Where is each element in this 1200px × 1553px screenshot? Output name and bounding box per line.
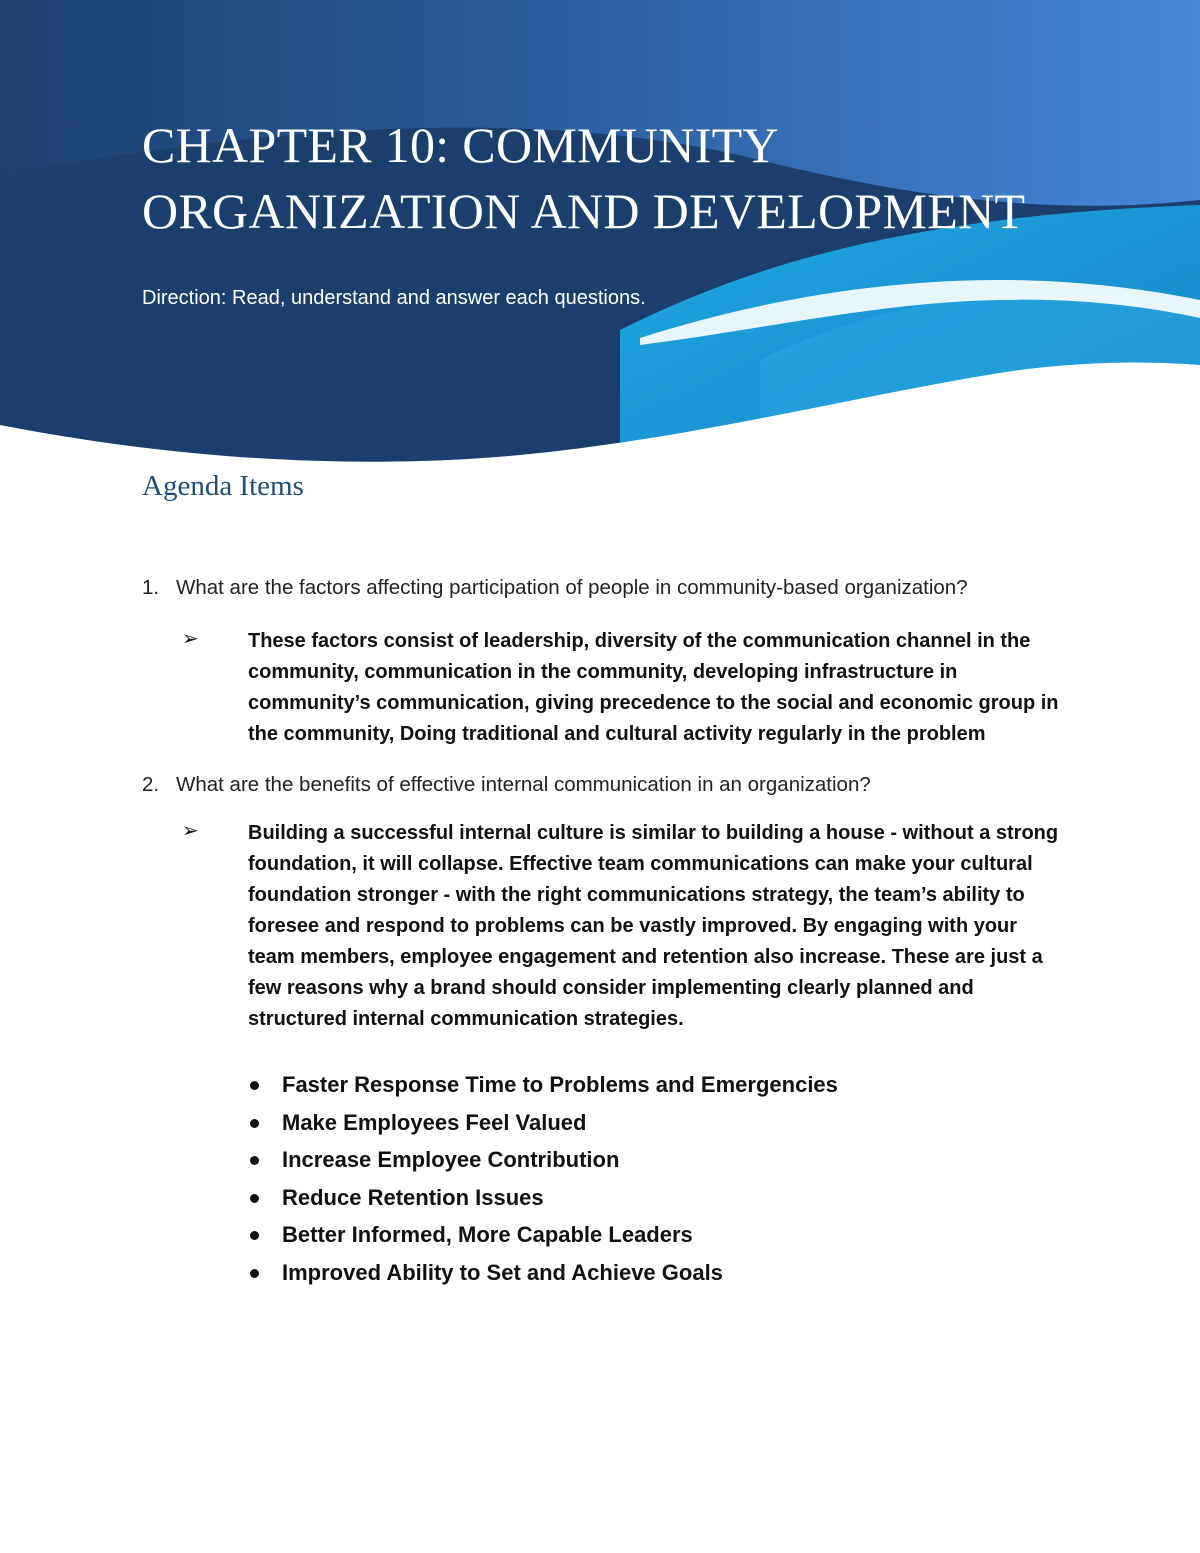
bullet-dot-icon — [250, 1119, 259, 1128]
answer-1 — [182, 626, 1082, 750]
document-title — [142, 112, 1142, 244]
benefit-text: Reduce Retention Issues — [282, 1184, 544, 1210]
answer-line: These factors consist of leadership, diversity of the communication channel in the — [248, 630, 1031, 652]
answer-line: foundation stronger - with the right communications strategy, the team’s ability to — [248, 884, 1025, 906]
list-item — [246, 1104, 838, 1142]
answer-line: team members, employee engagement and retention also increase. These are just a — [248, 946, 1043, 968]
question-2 — [142, 773, 871, 797]
answer-line: Building a successful internal culture is similar to building a house - without a strong — [248, 822, 1059, 844]
question-number: 1. — [142, 576, 160, 599]
answer-line: community’s communication, giving precedence to the social and economic group in — [248, 692, 1059, 714]
answer-line: foresee and respond to problems can be vastly improved. By engaging with your — [248, 915, 1018, 937]
list-item — [246, 1179, 838, 1217]
bullet-dot-icon — [250, 1269, 259, 1278]
bullet-dot-icon — [250, 1156, 259, 1165]
answer-line: the community, Doing traditional and cultural activity regularly in the problem — [248, 723, 986, 745]
benefits-list — [246, 1066, 838, 1292]
list-item — [246, 1216, 838, 1254]
list-item — [246, 1066, 838, 1104]
list-item — [246, 1254, 838, 1292]
title-line-2: ORGANIZATION AND DEVELOPMENT — [142, 183, 1026, 239]
benefit-text: Increase Employee Contribution — [282, 1147, 620, 1173]
bullet-dot-icon — [250, 1231, 259, 1240]
arrow-bullet-icon: ➢ — [182, 820, 199, 842]
benefit-text: Better Informed, More Capable Leaders — [282, 1222, 693, 1248]
question-text: What are the factors affecting participation of people in community-based organization? — [176, 576, 968, 599]
answer-line: few reasons why a brand should consider implementing clearly planned and — [248, 977, 974, 999]
arrow-bullet-icon: ➢ — [182, 628, 199, 650]
agenda-heading: Agenda Items — [142, 470, 304, 502]
benefit-text: Make Employees Feel Valued — [282, 1109, 587, 1135]
bullet-dot-icon — [250, 1081, 259, 1090]
benefit-text: Faster Response Time to Problems and Emergencies — [282, 1072, 838, 1097]
benefit-text: Improved Ability to Set and Achieve Goals — [282, 1259, 723, 1285]
title-line-1: CHAPTER 10: COMMUNITY — [142, 117, 779, 173]
question-text: What are the benefits of effective internal communication in an organization? — [176, 773, 871, 796]
list-item — [246, 1141, 838, 1179]
question-number: 2. — [142, 773, 160, 796]
bullet-dot-icon — [250, 1194, 259, 1203]
answer-2 — [182, 818, 1082, 1035]
answer-line: community, communication in the community, developing infrastructure in — [248, 661, 958, 683]
answer-line: foundation, it will collapse. Effective team communications can make your cultural — [248, 853, 1033, 875]
question-1 — [142, 576, 968, 600]
answer-line: structured internal communication strategies. — [248, 1008, 684, 1030]
direction-text: Direction: Read, understand and answer each questions. — [142, 287, 646, 309]
